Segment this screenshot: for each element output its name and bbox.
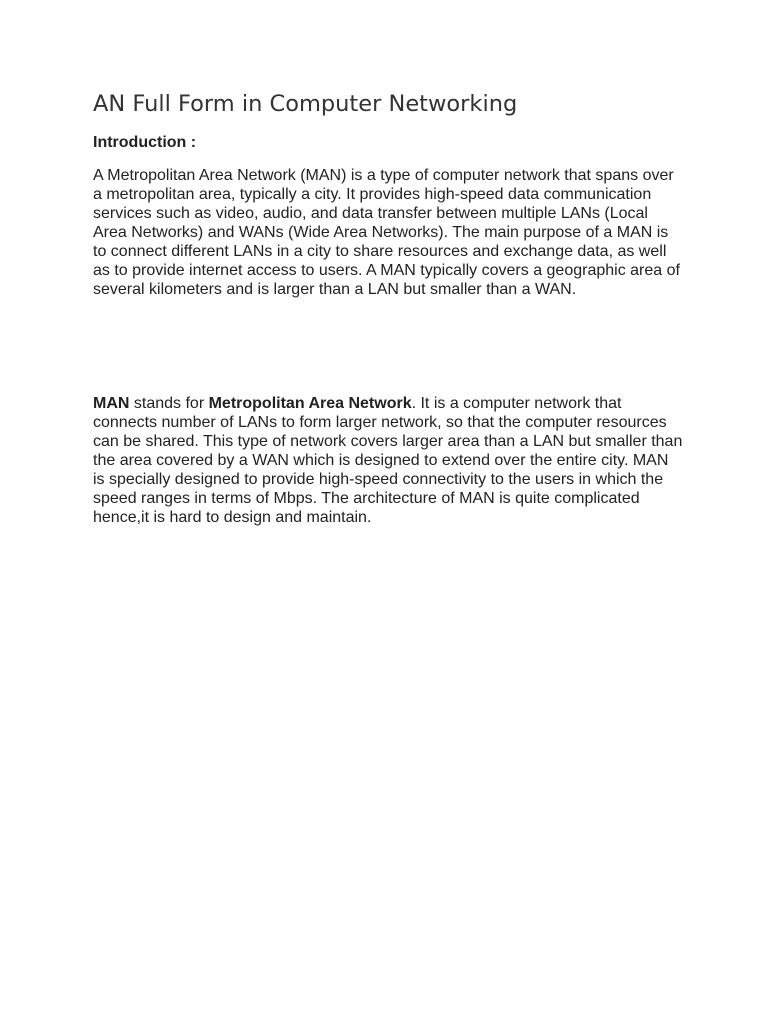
man-expansion: Metropolitan Area Network <box>208 395 412 412</box>
man-definition-paragraph <box>93 394 683 527</box>
page-title: AN Full Form in Computer Networking <box>93 91 518 117</box>
intro-heading: Introduction : <box>93 134 197 151</box>
man-description-text: . It is a computer network that connects number of LANs to form larger network, so that the computer resources can be shared. This type of network covers larger area than a LAN but smaller than the area covered by a WAN which is designed to extend over the entire city. MAN is specially designed to provide high-speed connectivity to the users in which the speed ranges in terms of Mbps. The architecture of MAN is quite complicated hence,it is hard to design and maintain. <box>93 395 683 526</box>
document-body <box>93 88 683 527</box>
man-connector-text: stands for <box>129 395 209 412</box>
man-term: MAN <box>93 395 130 412</box>
intro-paragraph: A Metropolitan Area Network (MAN) is a type of computer network that spans over a metropolitan area, typically a city. It provides high-speed data communication services such as video, audio, and data transfer between multiple LANs (Local Area Networks) and WANs (Wide Area Networks). The main purpose of a MAN is to connect different LANs in a city to share resources and exchange data, as well as to provide internet access to users. A MAN typically covers a geographic area of several kilometers and is larger than a LAN but smaller than a WAN. <box>93 167 680 298</box>
